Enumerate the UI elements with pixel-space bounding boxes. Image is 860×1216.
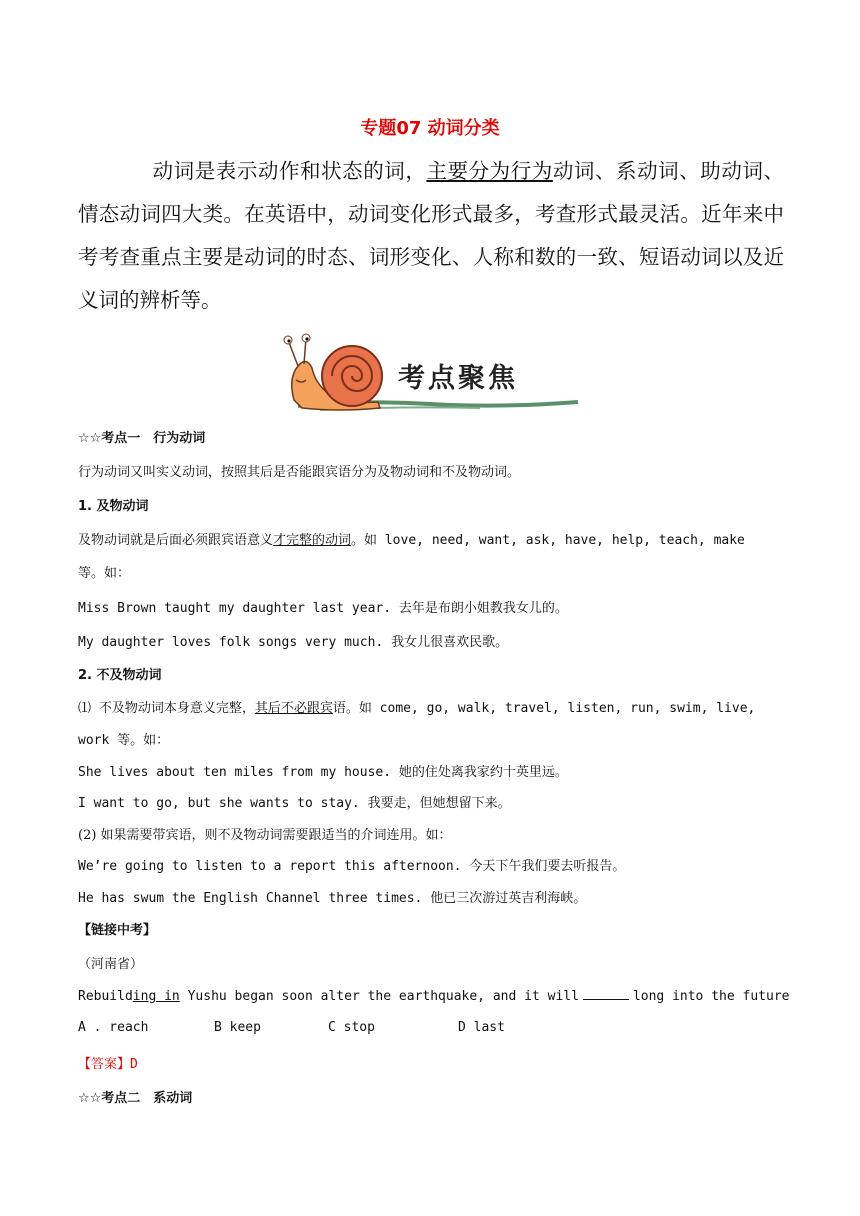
option-b: B keep [214,1020,261,1035]
sub2-p2: (2) 如果需要带宾语，则不及物动词需要跟适当的介词连用。如： [78,828,452,843]
sub2-ex4-zh: 他已三次游过英吉利海峡。 [430,891,587,906]
sub1-line2: 等。如： [78,566,131,581]
sub2-ex3-en: We’re going to listen to a report this afternoon. [78,859,462,874]
question-mid: Yushu began soon alter the earthquake, and it will [179,989,579,1004]
intro-underlined: 主要分为行为 [426,159,553,183]
option-c: C stop [328,1020,375,1035]
link-heading: 【链接中考】 [78,923,157,938]
link-question [78,987,790,1004]
banner-text: 考点聚焦 [398,363,518,394]
sub2-p1-line2: work 等。如： [78,733,170,748]
answer-line: 【答案】D [78,1057,138,1072]
question-post: long into the future [632,989,790,1004]
sub1-ex2-en: My daughter loves folk songs very much. [78,635,384,650]
sub1-ex1-zh: 去年是布朗小姐教我女儿的。 [398,601,568,616]
sub2-example-2 [78,792,784,811]
sub2-heading: 2. 不及物动词 [78,668,162,683]
sub2-example-1 [78,761,784,780]
section2-heading: ☆☆考点二 系动词 [78,1091,193,1106]
sub1-ex2-zh: 我女儿很喜欢民歌。 [391,635,509,650]
option-a: A . reach [78,1020,149,1035]
intro-paragraph [78,150,784,322]
focus-banner [280,328,580,416]
sub1-heading: 1. 及物动词 [78,499,149,514]
sub1-line1-underlined: 才完整的动词 [273,533,352,548]
sub1-line1-pre: 及物动词就是后面必须跟宾语意义 [78,533,274,548]
option-d: D last [458,1020,505,1035]
sub2-ex4-en: He has swum the English Channel three times. [78,891,423,906]
sub2-ex2-en: I want to go, but she wants to stay. [78,796,360,811]
sub2-ex1-zh: 她的住处离我家约十英里远。 [398,765,568,780]
sub2-example-3 [78,855,784,874]
sub2-ex3-zh: 今天下午我们要去听报告。 [469,859,626,874]
question-underlined: ing in [132,989,180,1004]
sub2-p1-post: 语。如 come, go, walk, travel, listen, run, swim, live, [332,701,756,716]
sub2-ex2-zh: 我要走，但她想留下来。 [367,796,511,811]
link-source: （河南省） [78,957,144,972]
sub2-p1-pre: ⑴ 不及物动词本身意义完整， [78,701,255,716]
sub1-line1 [78,529,784,548]
sub1-example-2 [78,631,784,650]
sub2-example-4 [78,887,784,906]
sub1-example-1 [78,597,784,616]
options-row [78,1020,784,1035]
page-title: 专题07 动词分类 [360,118,500,139]
section1-desc: 行为动词又叫实义动词，按照其后是否能跟宾语分为及物动词和不及物动词。 [78,465,521,480]
answer-blank [583,987,629,1000]
sub1-line1-post: 。如 love, need, want, ask, have, help, teach, make [351,533,745,548]
sub2-p1 [78,697,784,716]
sub2-p1-underlined: 其后不必跟宾 [254,701,333,716]
sub1-ex1-en: Miss Brown taught my daughter last year. [78,601,392,616]
intro-part2: 动词、系动词、助动词、情态动词四大类。在英语中，动词变化形式最多，考查形式最灵活。近年来中考考查重点主要是动词的时态、词形变化、人称和数的一致、短语动词以及近义词的辨析等。 [78,159,785,312]
question-pre: Rebuild [78,989,133,1004]
sub2-ex1-en: She lives about ten miles from my house. [78,765,392,780]
intro-part1: 动词是表示动作和状态的词， [152,159,427,183]
section1-heading: ☆☆考点一 行为动词 [78,431,206,446]
